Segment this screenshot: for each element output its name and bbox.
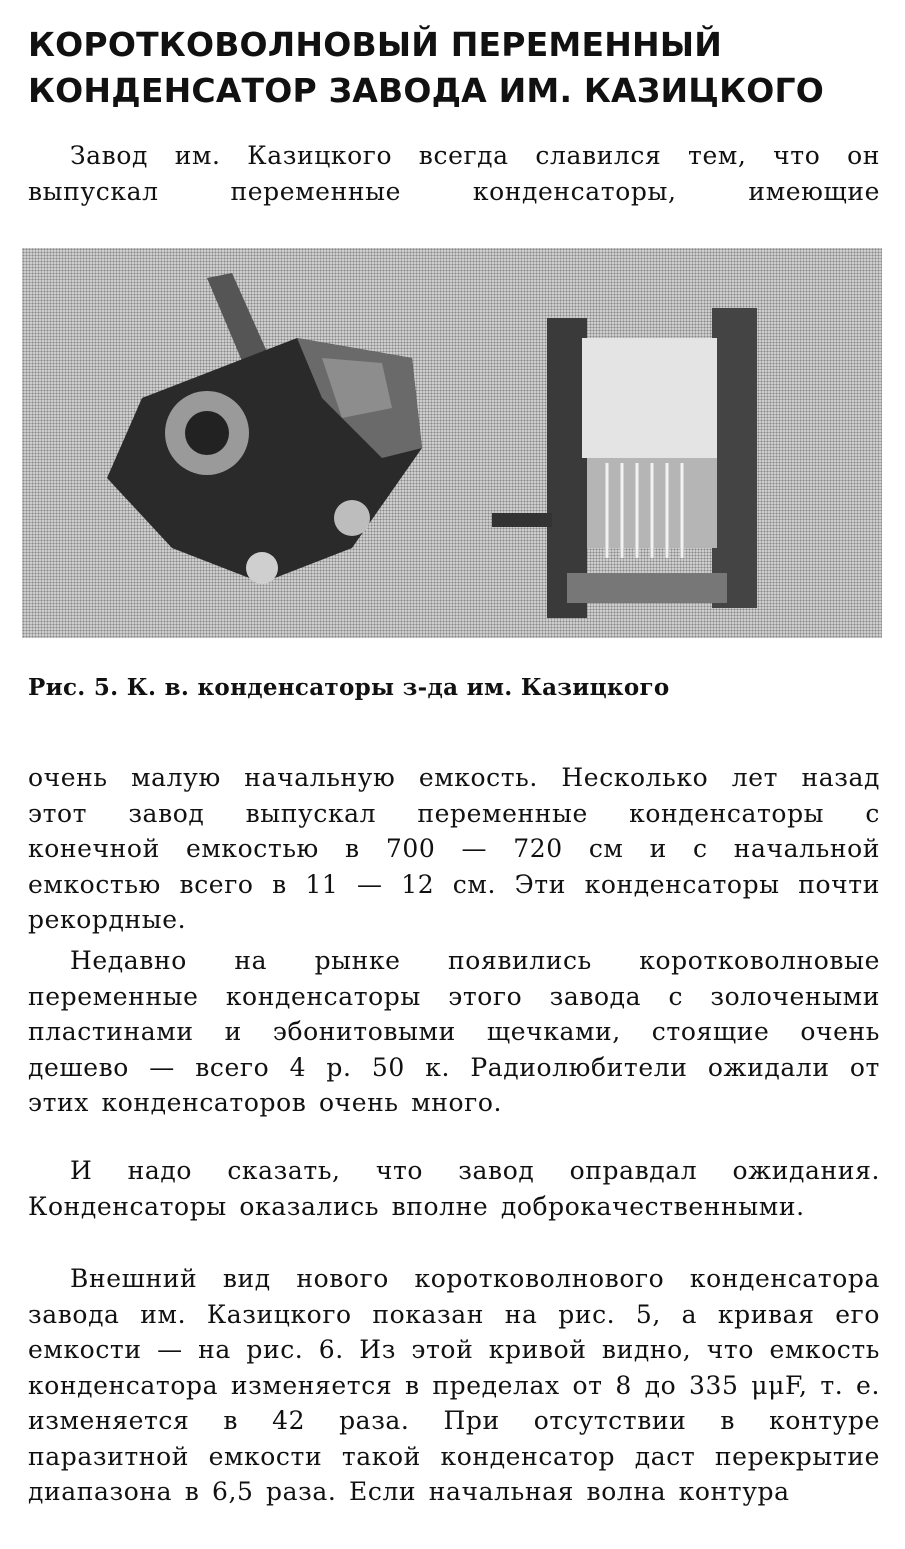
paragraph-1: очень малую начальную емкость. Несколько лет назад этот завод выпускал переменные конденсаторы с конечной емкостью в 700 — 720 см и с начальной емкостью всего в 11 — 12 см. Эти конденсаторы почти рекордные. <box>28 763 880 934</box>
paragraph-3: И надо сказать, что завод оправдал ожидания. Конденсаторы оказались вполне доброкачественными. <box>28 1156 880 1221</box>
paragraph-4: Внешний вид нового коротковолнового конденсатора завода им. Казицкого показан на рис. 5, а кривая его емкости — на рис. 6. Из этой кривой видно, что емкость конденсатора изменяется в пределах от 8 до 335 μμF, т. е. изменяется в 42 раза. При отсутствии в контуре паразитной емкости такой конденсатор даст перекрытие диапазона в 6,5 раза. Если начальная волна контура <box>28 1264 880 1506</box>
right-capacitor-shape <box>492 308 757 618</box>
paragraph-2: Недавно на рынке появились коротковолновые переменные конденсаторы этого завода с золочеными пластинами и эбонитовыми щечками, стоящие очень дешево — всего 4 р. 50 к. Радиолюбители ожидали от этих конденсаторов очень много. <box>28 946 880 1117</box>
figure-caption: Рис. 5. К. в. конденсаторы з-да им. Казицкого <box>28 674 670 701</box>
intro-paragraph: Завод им. Казицкого всегда славился тем, что он выпускал переменные конденсаторы, имеющие <box>28 141 880 206</box>
article-title <box>28 22 898 114</box>
capacitor-photo <box>22 248 882 638</box>
article-title-line-1: КОРОТКОВОЛНОВЫЙ ПЕРЕМЕННЫЙ <box>28 25 723 64</box>
left-capacitor-shape <box>107 273 422 584</box>
capacitor-photo-illustration <box>22 248 882 638</box>
article-title-line-2: КОНДЕНСАТОР ЗАВОДА ИМ. КАЗИЦКОГО <box>28 71 824 110</box>
